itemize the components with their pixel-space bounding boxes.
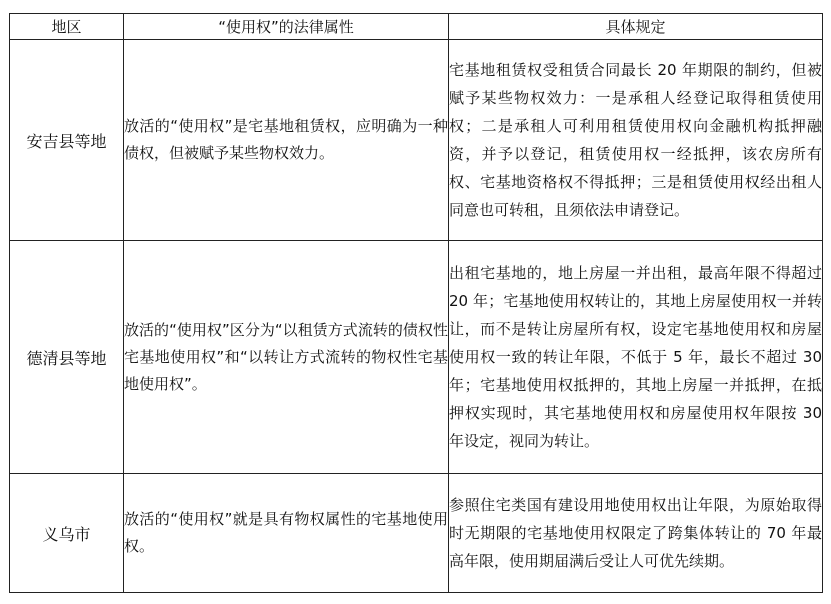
- header-region: 地区: [10, 14, 124, 40]
- table-row: [10, 474, 823, 593]
- region-cell: 德清县等地: [10, 241, 124, 474]
- specific-rules-cell: 参照住宅类国有建设用地使用权出让年限，为原始取得时无期限的宅基地使用权限定了跨集体转让的 70 年最高年限，使用期届满后受让人可优先续期。: [449, 474, 823, 593]
- region-cell: 安吉县等地: [10, 40, 124, 241]
- header-legal-attribute: “使用权”的法律属性: [124, 14, 449, 40]
- regulation-table: [9, 13, 823, 593]
- table-row: [10, 40, 823, 241]
- specific-rules-cell: 宅基地租赁权受租赁合同最长 20 年期限的制约，但被赋予某些物权效力：一是承租人经登记取得租赁使用权；二是承租人可利用租赁使用权向金融机构抵押融资，并予以登记，租赁使用权一经抵押，该农房所有权、宅基地资格权不得抵押；三是租赁使用权经出租人同意也可转租，且须依法申请登记。: [449, 40, 823, 241]
- header-specific-rules: 具体规定: [449, 14, 823, 40]
- region-cell: 义乌市: [10, 474, 124, 593]
- specific-rules-cell: 出租宅基地的，地上房屋一并出租，最高年限不得超过 20 年；宅基地使用权转让的，其地上房屋使用权一并转让，而不是转让房屋所有权，设定宅基地使用权和房屋使用权一致的转让年限，不低于 5 年，最长不超过 30 年；宅基地使用权抵押的，其地上房屋一并抵押，在抵押权实现时，其宅基地使用权和房屋使用权年限按 30 年设定，视同为转让。: [449, 241, 823, 474]
- legal-attribute-cell: 放活的“使用权”是宅基地租赁权，应明确为一种债权，但被赋予某些物权效力。: [124, 40, 449, 241]
- table-header-row: [10, 14, 823, 40]
- legal-attribute-cell: 放活的“使用权”就是具有物权属性的宅基地使用权。: [124, 474, 449, 593]
- legal-attribute-cell: 放活的“使用权”区分为“以租赁方式流转的债权性宅基地使用权”和“以转让方式流转的物权性宅基地使用权”。: [124, 241, 449, 474]
- table-row: [10, 241, 823, 474]
